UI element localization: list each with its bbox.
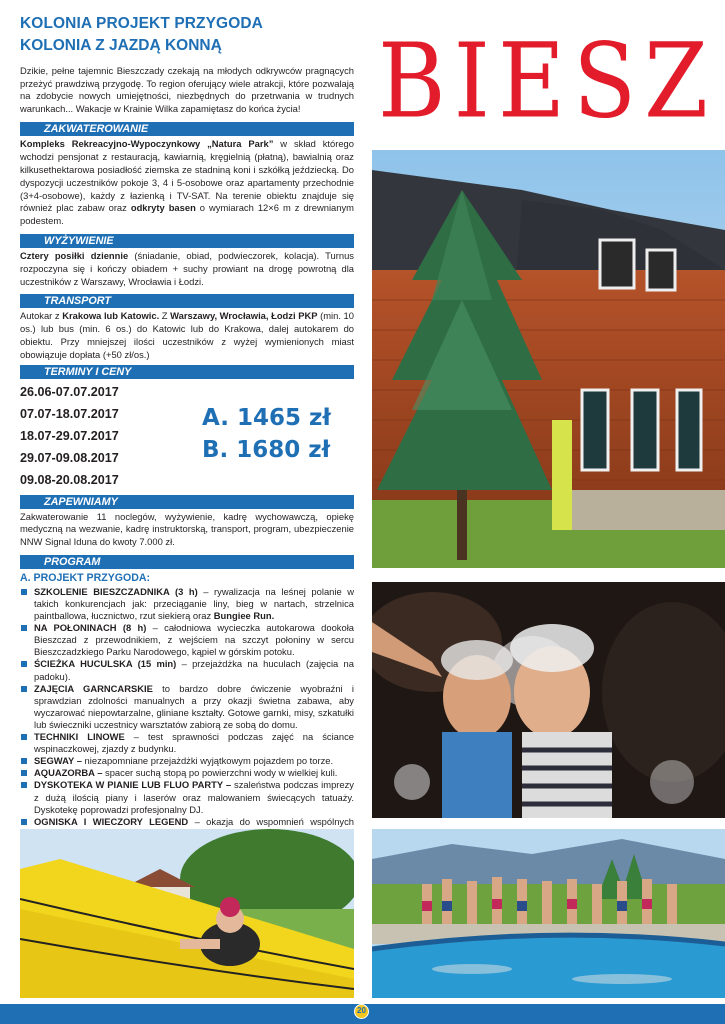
terms-and-prices [20, 381, 354, 493]
program-item: AQUAZORBA – spacer suchą stopą po powierzchni wody w wielkiej kuli. [20, 767, 354, 779]
price-a: A. 1465 zł [202, 404, 331, 431]
pool-party-image [372, 829, 725, 998]
term-date: 29.07-09.08.2017 [20, 450, 119, 465]
logo-area [372, 14, 725, 149]
section-header-zapewniamy: ZAPEWNIAMY [20, 495, 354, 509]
program-item: ŚCIEŻKA HUCULSKA (15 min) – przejażdżka na huculach (zajęcia na padoku). [20, 658, 354, 682]
term-date: 09.08-20.08.2017 [20, 472, 119, 487]
photo-water-slide [20, 829, 354, 998]
program-subtitle: A. PROJEKT PRZYGODA: [20, 571, 151, 584]
term-date: 18.07-29.07.2017 [20, 428, 119, 443]
program-item: ZAJĘCIA GARNCARSKIE to bardzo dobre ćwiczenie wyobraźni i sprawdzian zdolności manualnych a przy okazji świetna zabawa, aby wyczarować niepowtarzalne, gliniane kształty. Gotowe garnki, misy, szkatułki lub świeczniki uczestnicy warsztatów zabiorą ze sobą do domu. [20, 683, 354, 731]
page-subtitle: KOLONIA Z JAZDĄ KONNĄ [20, 37, 222, 54]
foam-party-image [372, 582, 725, 818]
section-header-zakwaterowanie: ZAKWATEROWANIE [20, 122, 354, 136]
biesz-logo: BIESZ [378, 21, 717, 142]
program-list [20, 586, 354, 852]
photo-pool-party [372, 829, 725, 998]
transport-text: Autokar z Krakowa lub Katowic. Z Warszawy, Wrocławia, Łodzi PKP (min. 10 os.) lub bus (min. 6 os.) do Katowic lub do Krakowa, dalej autokarem do obiektu. Przy mniejszej ilości uczestników z wyżej wymienionych miast obowiązuje dopłata (+50 zł/os.) [20, 310, 354, 360]
program-item: SEGWAY – niezapomniane przejażdżki wyjątkowym pojazdem po torze. [20, 755, 354, 767]
page-number: 20 [354, 1004, 369, 1019]
text-column [20, 14, 354, 852]
program-item: OGNISKA I WIECZORY LEGEND – okazja do wspomnień wspólnych [20, 816, 354, 852]
section-header-program: PROGRAM [20, 555, 354, 569]
term-date: 26.06-07.07.2017 [20, 384, 119, 399]
program-item: SZKOLENIE BIESZCZADNIKA (3 h) – rywalizacja na leśnej polanie w takich konkurencjach jak: przeciąganie liny, bieg w nartach, strzelnica paintballowa, łucznictwo, rzut siekierą oraz Bungiee Run. [20, 586, 354, 622]
page-title: KOLONIA PROJEKT PRZYGODA [20, 15, 263, 32]
guesthouse-image [372, 150, 725, 568]
price-b: B. 1680 zł [202, 436, 331, 463]
photo-guesthouse [372, 150, 725, 568]
section-header-terminy: TERMINY I CENY [20, 365, 354, 379]
water-slide-image [20, 829, 354, 998]
zakwaterowanie-text: Kompleks Rekreacyjno-Wypoczynkowy „Natura Park” w skład którego wchodzi pensjonat z restauracją, kawiarnią, kręgielnią (płatną), bawialnią oraz kilkusethektarowa posiadłość ziemska ze stadniną koni i szkółką jeździecką. Do dyspozycji uczestników pokoje 3, 4 i 5-osobowe oraz apartamenty przechodnie (3+4-osobowe), każdy z łazienką i TV-SAT. Na terenie obiektu znajduje się również plac zabaw oraz odkryty basen o wymiarach 12×6 m z drewnianym podestem. [20, 138, 354, 227]
section-header-wyzywienie: WYŻYWIENIE [20, 234, 354, 248]
zapewniamy-text: Zakwaterowanie 11 noclegów, wyżywienie, kadrę wychowawczą, opiekę medyczną na wezwanie, kadrę instruktorską, transport, program, ubezpieczenie NNW Signal Iduna do kwoty 7.000 zł. [20, 510, 354, 548]
photo-foam-party [372, 582, 725, 818]
wyzywienie-text: Cztery posiłki dziennie (śniadanie, obiad, podwieczorek, kolacja). Turnus rozpoczyna się i kończy obiadem + suchy prowiant na drogę powrotną dla uczestników z Warszawy, Wrocławia i Łodzi. [20, 249, 354, 287]
section-header-transport: TRANSPORT [20, 294, 354, 308]
intro-paragraph: Dzikie, pełne tajemnic Bieszczady czekają na młodych odkrywców pragnących przeżyć prawdziwą przygodę. To region oferujący wiele atrakcji, które pozwalają na zdobycie nowych umiejętności, niezbędnych do przetrwania w trudnych warunkach... Wakacje w Krainie Wilka zapamiętasz do końca życia! [20, 65, 354, 114]
program-item: DYSKOTEKA W PIANIE LUB FLUO PARTY – szaleństwa podczas imprezy z dużą ilością piany i laserów oraz malowaniem świecących tatuaży. Dyskotekę poprowadzi profesjonalny DJ. [20, 779, 354, 815]
term-date: 07.07-18.07.2017 [20, 406, 119, 421]
program-item: NA POŁONINACH (8 h) – całodniowa wycieczka autokarowa dookoła Bieszczad z przewodnikiem, z wejściem na szczyt połoniny w sercu Bieszczadzkiego Parku Narodowego, kąpiel w górskim potoku. [20, 622, 354, 658]
program-item: TECHNIKI LINOWE – test sprawności podczas zajęć na ściance wspinaczkowej, zjazdy z budynku. [20, 731, 354, 755]
